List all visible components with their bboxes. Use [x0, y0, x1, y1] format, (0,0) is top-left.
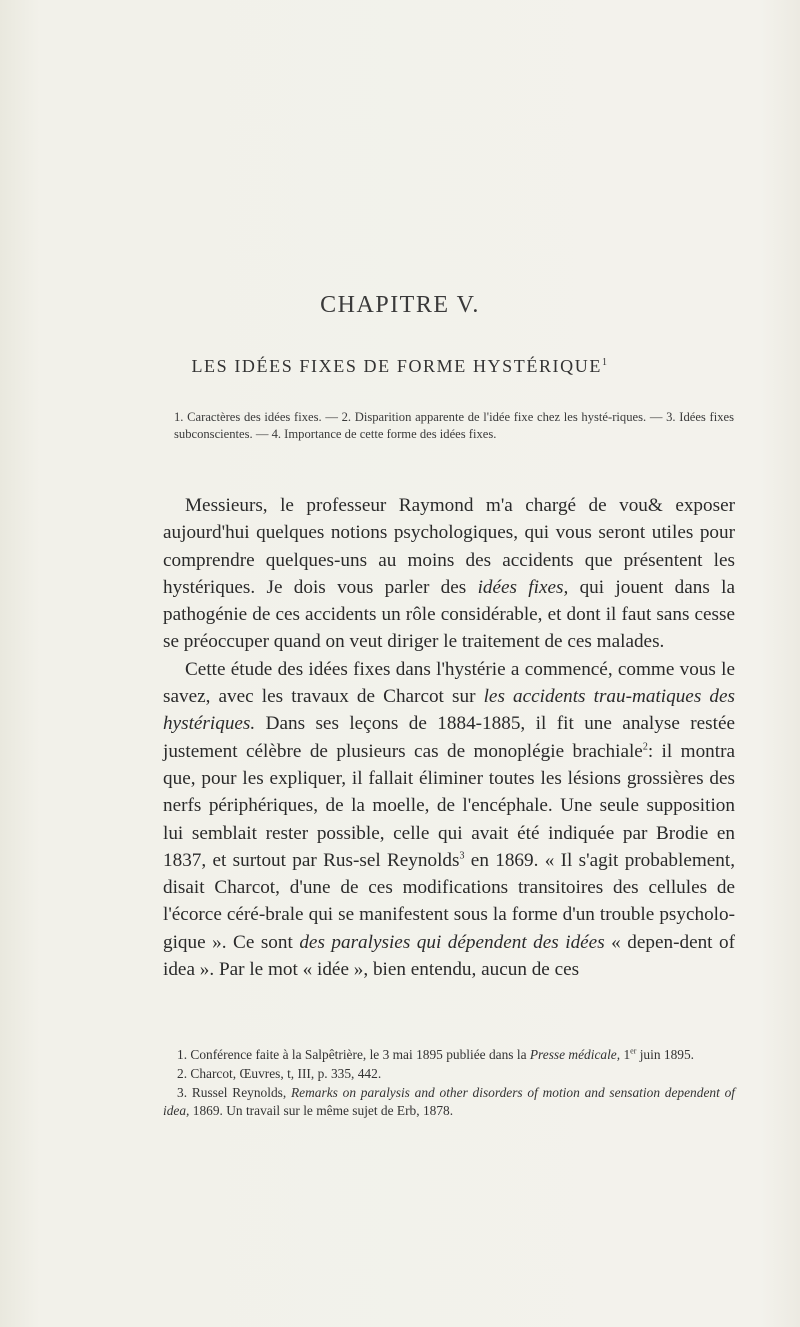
footnote-3: [163, 1084, 735, 1122]
footnote-1-text-c: juin 1895.: [636, 1047, 695, 1062]
paragraph-2-emphasis-1: les accidents trau-matiques des hystériques.: [163, 686, 735, 735]
footnote-3-emphasis: Remarks on paralysis and other disorders of motion and sensation dependent of idea,: [163, 1084, 735, 1119]
footnotes: [163, 1046, 735, 1121]
paragraph-1-emphasis: idées fixes,: [477, 576, 569, 598]
footnote-1-text-b: 1: [620, 1047, 631, 1062]
footnote-ref-3: 3: [459, 850, 465, 862]
chapter-heading: CHAPITRE V.: [320, 292, 480, 318]
footnote-3-text-b: 1869. Un travail sur le même sujet de Erb, 1878.: [189, 1103, 454, 1119]
footnote-ref-2: 2: [642, 741, 648, 753]
footnote-2: 2. Charcot, Œuvres, t, III, p. 335, 442.: [177, 1065, 382, 1081]
paragraph-1: [163, 492, 735, 656]
chapter-title-text: LES IDÉES FIXES DE FORME HYSTÉRIQUE: [191, 356, 602, 376]
paragraph-2-part-b: Dans ses leçons de 1884-1885, il fit une analyse restée justement célèbre de plusieurs cas de monoplégie brachiale: [163, 713, 735, 762]
paragraph-2: [163, 656, 735, 984]
body-text: [163, 492, 735, 983]
footnote-1-emphasis: Presse médicale,: [529, 1047, 621, 1062]
paragraph-1-misprint: &: [647, 495, 663, 516]
footnote-1-text-a: . Conférence faite à la Salpêtrière, le 3 mai 1895 publiée dans la: [183, 1047, 530, 1062]
paragraph-2-part-c: : il montra que, pour les expliquer, il fallait éliminer toutes les lésions grossières des nerfs périphériques, de la moelle, de l'encéphale. Une seule supposition lui semblait rester possible, celle qui avait été indiquée par Brodie en 1837, et surtout par Rus-sel Reynolds: [163, 740, 735, 871]
footnote-1-superscript: er: [630, 1046, 637, 1056]
paragraph-2-part-e: « depen-dent of idea ». Par le mot « idée », bien entendu, aucun de ces: [163, 931, 735, 981]
paragraph-1-part-d: qui jouent dans la pathogénie de ces accidents un rôle considérable, et dont il faut sans cesse se préoccuper quand on veut diriger le traitement de ces malades.: [163, 576, 735, 653]
chapter-title-footnote-ref: 1: [601, 357, 609, 368]
paragraph-2-part-a: Cette étude des idées fixes dans l'hystérie a commencé, comme vous le savez, avec les travaux de Charcot sur: [163, 658, 735, 708]
footnote-1: [163, 1046, 735, 1065]
chapter-summary: 1. Caractères des idées fixes. — 2. Disparition apparente de l'idée fixe chez les hysté-riques. — 3. Idées fixes subconscientes. — 4. Importance de cette forme des idées fixes.: [174, 410, 734, 441]
paragraph-1-part-a: Messieurs, le professeur Raymond m'a chargé de vou: [185, 495, 648, 516]
paragraph-2-emphasis-2: des paralysies qui dépendent des idées: [299, 931, 605, 953]
chapter-title: [0, 356, 800, 377]
footnote-1-number: 1: [177, 1047, 184, 1062]
paragraph-2-part-d: en 1869. « Il s'agit probablement, disait Charcot, d'une de ces modifications transitoires des cellules de l'écorce céré-brale qui se manifestent sous la forme d'un trouble psycholo-gique ». Ce sont: [163, 849, 735, 953]
footnote-3-text-a: 3. Russel Reynolds,: [177, 1084, 291, 1100]
paragraph-1-part-c: exposer aujourd'hui quelques notions psychologiques, qui vous seront utiles pour comprendre quelques-uns au moins des accidents que présentent les hystériques. Je dois vous parler des: [163, 495, 735, 598]
